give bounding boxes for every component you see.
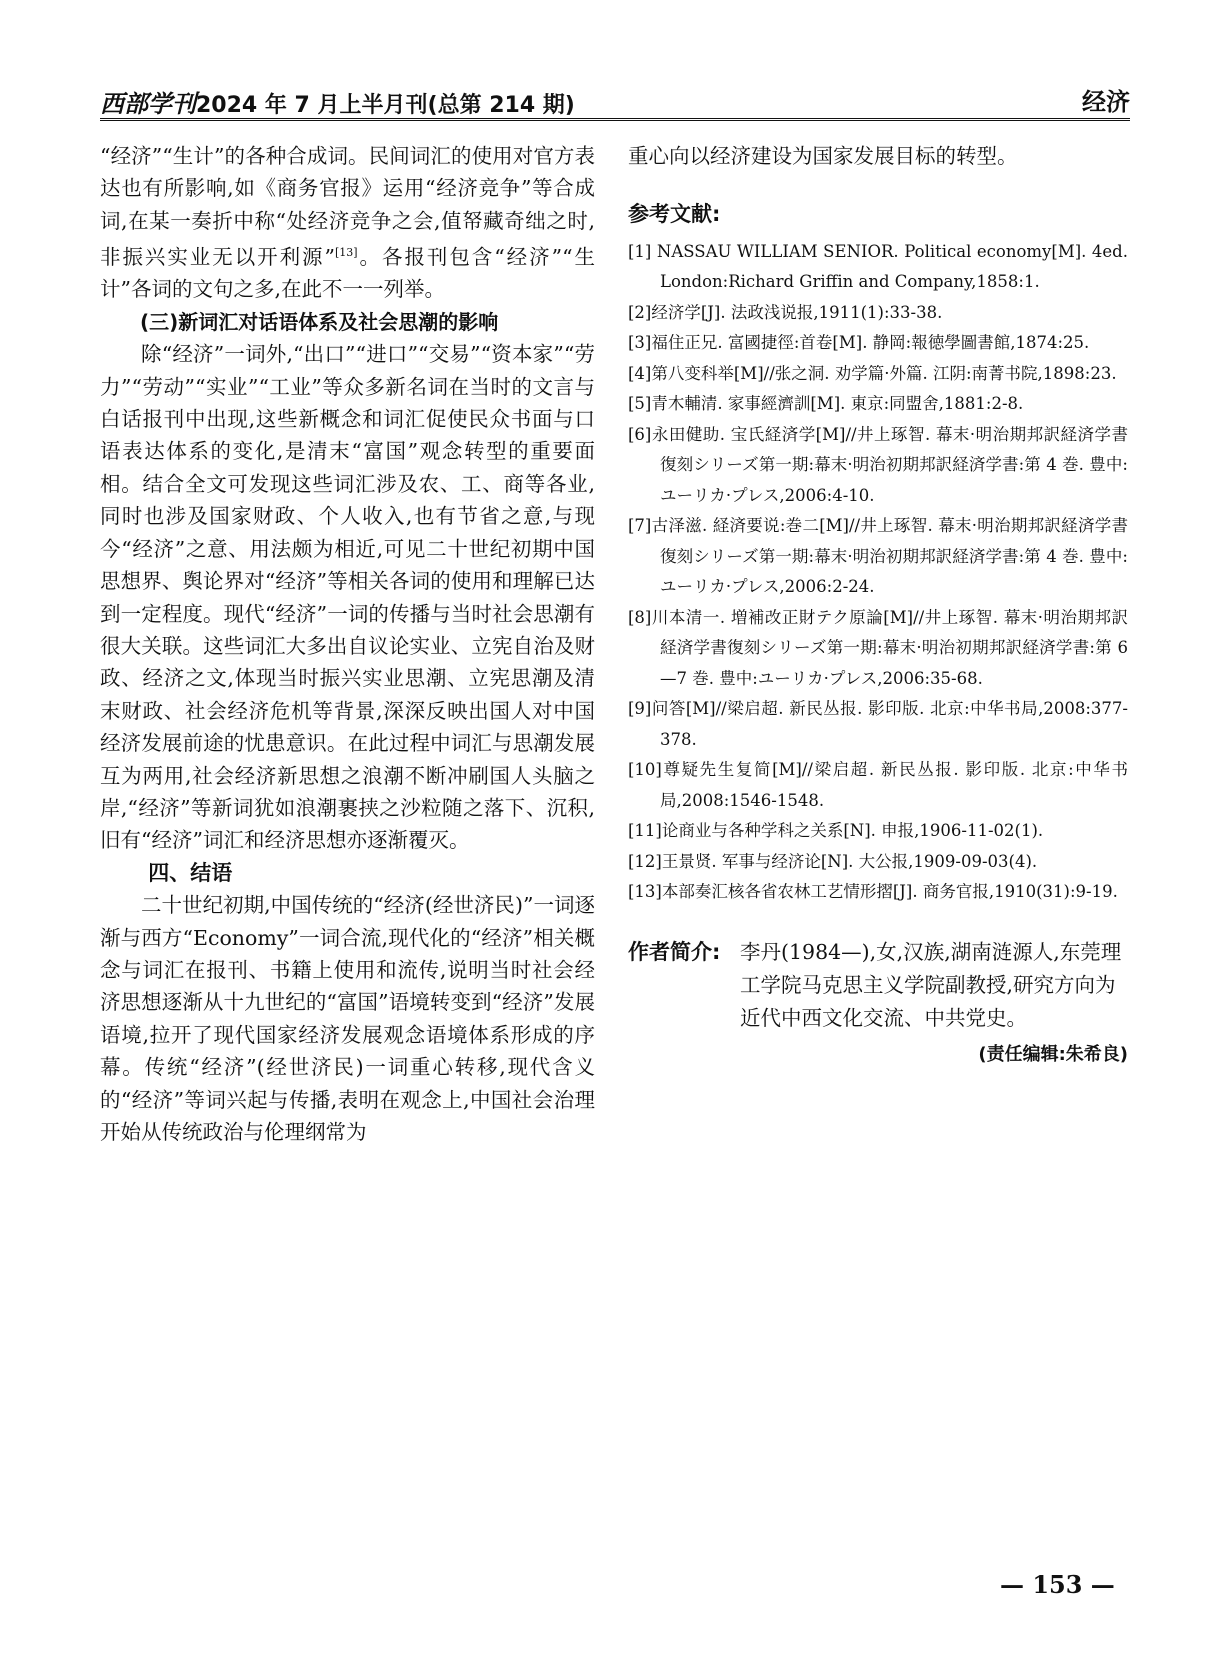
reference-item: [12]王景贤. 军事与经济论[N]. 大公报,1909-09-03(4). [628,851,1038,871]
reference-item: [5]青木輔清. 家事經濟訓[M]. 東京:同盟舍,1881:2-8. [628,394,1024,414]
reference-item: [3]福住正兄. 富國捷徑:首卷[M]. 静岡:報徳學圖書館,1874:25. [628,333,1090,353]
author-bio-label: 作者简介: [628,939,721,964]
paragraph: 除“经济”一词外,“出口”“进口”“交易”“资本家”“劳力”“劳动”“实业”“工业”等众多新名词在当时的文言与白话报刊中出现,这些新概念和词汇促使民众书面与口语表达体系的变化,是清末“富国”观念转型的重要面相。结合全文可发现这些词汇涉及农、工、商等各业,同时也涉及国家财政、个人收入,也有节省之意,与现今“经济”之意、用法颇为相近,可见二十世纪初期中国思想界、舆论界对“经济”等相关各词的使用和理解已达到一定程度。现代“经济”一词的传播与当时社会思潮有很大关联。这些词汇大多出自议论实业、立宪自治及财政、经济之文,体现当时振兴实业思潮、立宪思潮及清末财政、社会经济危机等背景,深深反映出国人对中国经济发展前途的忧患意识。在此过程中词汇与思潮发展互为两用,社会经济新思想之浪潮不断冲刷国人头脑之岸,“经济”等新词犹如浪潮裹挟之沙粒随之落下、沉积,旧有“经济”词汇和经济思想亦逐渐覆灭。 [100,342,595,853]
author-bio [628,936,1128,1035]
paragraph-text: “经济”“生计”的各种合成词。民间词汇的使用对官方表达也有所影响,如《商务官报》运用“经济竞争”等合成词,在某一奏折中称“处经济竞争之会,值帑藏奇绌之时,非振兴实业无以开利源” [100,144,595,270]
reference-item: [11]论商业与各种学科之关系[N]. 申报,1906-11-02(1). [628,821,1044,841]
citation-mark: [13] [335,246,358,260]
references-title: 参考文献: [628,202,721,227]
editor-credit: (责任编辑:朱希良) [978,1043,1128,1065]
issue-text: 2024 年 7 月上半月刊(总第 214 期) [196,93,575,118]
left-column [100,140,595,1148]
reference-item: [4]第八变科举[M]//张之洞. 劝学篇·外篇. 江阴:南菁书院,1898:23. [628,363,1117,383]
reference-item: [10]尊疑先生复简[M]//梁启超. 新民丛报. 影印版. 北京:中华书局,2008:1546-1548. [628,760,1128,810]
page-number: — 153 — [1000,1570,1115,1599]
reference-item: [13]本部奏汇核各省农林工艺情形摺[J]. 商务官报,1910(31):9-19. [628,882,1118,902]
paragraph [100,140,595,306]
section-heading: 四、结语 [148,860,233,885]
paragraph-text: 。各报刊包含“经济”“生计”各词的文句之多,在此不一一列举。 [100,245,595,302]
subheading: (三)新词汇对话语体系及社会思潮的影响 [140,309,499,334]
reference-item: [8]川本清一. 増補改正財テク原論[M]//井上琢智. 幕末·明治期邦訳経済学書復刻シリーズ第一期:幕末·明治初期邦訳経済学書:第 6—7 巻. 豊中:ユーリカ·プレス,2006:35-68. [628,607,1128,688]
reference-item: [7]古泽滋. 経済要说:巻二[M]//井上琢智. 幕末·明治期邦訳経済学書復刻シリーズ第一期:幕末·明治初期邦訳経済学書:第 4 巻. 豊中:ユーリカ·プレス,2006:2-24. [628,516,1128,597]
reference-item: [2]经济学[J]. 法政浅说报,1911(1):33-38. [628,302,943,322]
reference-item: [9]问答[M]//梁启超. 新民丛报. 影印版. 北京:中华书局,2008:377-378. [628,699,1128,749]
journal-logo: 西部学刊 [100,89,196,118]
paragraph: 二十世纪初期,中国传统的“经济(经世济民)”一词逐渐与西方“Economy”一词合流,现代化的“经济”相关概念与词汇在报刊、书籍上使用和流传,说明当时社会经济思想逐渐从十九世纪的“富国”语境转变到“经济”发展语境,拉开了现代国家经济发展观念语境体系形成的序幕。传统“经济”(经世济民)一词重心转移,现代含义的“经济”等词兴起与传播,表明在观念上,中国社会治理开始从传统政治与伦理纲常为 [100,893,595,1145]
paragraph: 重心向以经济建设为国家发展目标的转型。 [628,144,1018,168]
reference-item: [6]永田健助. 宝氏経済学[M]//井上琢智. 幕末·明治期邦訳経済学書復刻シリーズ第一期:幕末·明治初期邦訳経済学書:第 4 巻. 豊中:ユーリカ·プレス,2006:4-10. [628,424,1128,505]
right-column [628,140,1128,1071]
author-bio-text: 李丹(1984—),女,汉族,湖南涟源人,东莞理工学院马克思主义学院副教授,研究方向为近代中西文化交流、中共党史。 [740,939,1122,1030]
page-header [100,78,1130,121]
reference-item: [1] NASSAU WILLIAM SENIOR. Political economy[M]. 4ed. London:Richard Griffin and Company,1858:1. [628,241,1128,292]
section-label: 经济 [1082,88,1130,116]
journal-issue [100,84,575,119]
